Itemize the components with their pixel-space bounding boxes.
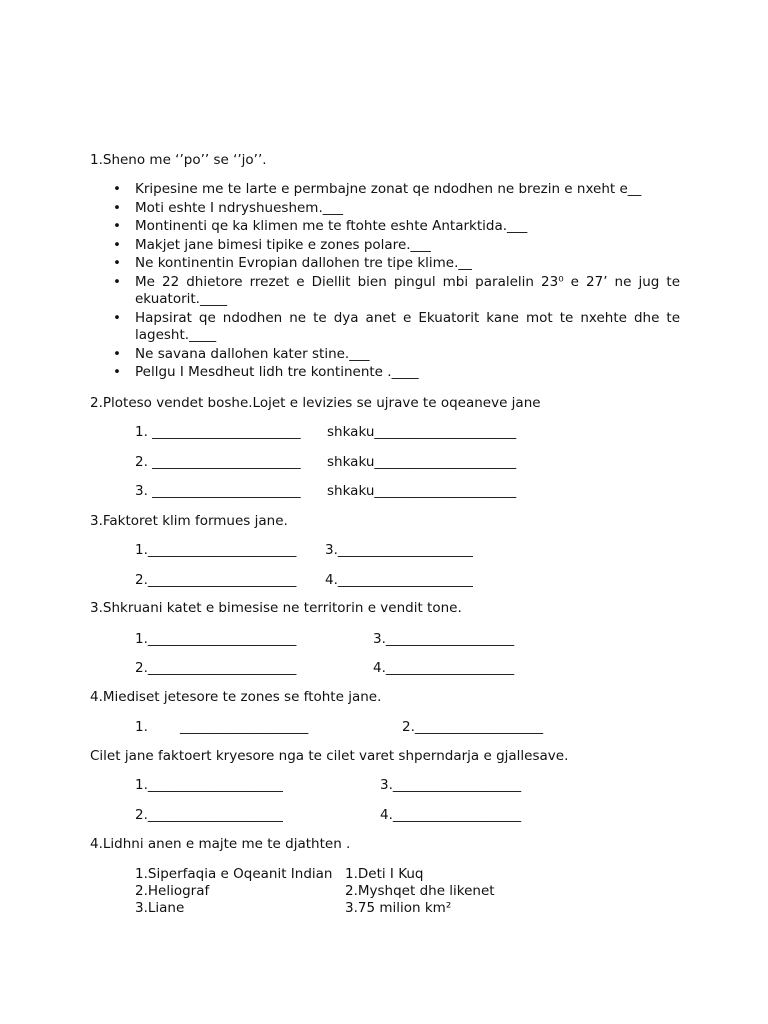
bullet-icon: • <box>113 345 121 362</box>
item-number: 1. <box>135 719 148 735</box>
section-5-title: 4.Miediset jetesore te zones se ftohte jane. <box>90 689 382 705</box>
list-item: • Pellgu I Mesdheut lidh tre kontinente .____ <box>113 364 419 380</box>
blank-line: shkaku_____________________ <box>327 424 517 440</box>
true-false-list <box>108 181 680 383</box>
list-item: • Moti eshte I ndryshueshem.___ <box>113 199 344 216</box>
blank-line: 4.___________________ <box>380 807 522 823</box>
list-item: • Ne savana dallohen kater stine.___ <box>113 345 370 362</box>
list-item: • Montinenti qe ka klimen me te ftohte eshte Antarktida.___ <box>113 218 528 234</box>
blank-line: 3.___________________ <box>380 777 522 793</box>
list-item: • Ne kontinentin Evropian dallohen tre tipe klime.__ <box>113 255 472 271</box>
blank-line: 1.______________________ <box>135 542 297 558</box>
bullet-icon: • <box>113 309 121 326</box>
match-left-item: 3.Liane <box>135 900 185 916</box>
section-6-title: Cilet jane faktoert kryesore nga te cilet varet shperndarja e gjallesave. <box>90 748 569 764</box>
blank-line: 1.____________________ <box>135 777 283 793</box>
bullet-icon: • <box>113 181 121 197</box>
bullet-icon: • <box>113 199 121 216</box>
match-right-item: 3.75 milion km² <box>345 900 452 916</box>
list-item: • Me 22 dhietore rrezet e Diellit bien pingul mbi paralelin 23⁰ e 27’ ne jug te ekuatorit.____ <box>113 273 680 307</box>
list-item: • Hapsirat qe ndodhen ne te dya anet e Ekuatorit kane mot te nxehte dhe te lagesht.____ <box>113 309 680 343</box>
blank-line: 2.______________________ <box>135 660 297 676</box>
blank-line: 1.______________________ <box>135 631 297 647</box>
blank-line: 3.____________________ <box>325 542 473 558</box>
match-left-item: 1.Siperfaqia e Oqeanit Indian <box>135 866 333 882</box>
bullet-icon: • <box>113 255 121 271</box>
blank-line: 2.___________________ <box>402 719 544 735</box>
blank-line: ___________________ <box>180 719 309 735</box>
section-3-title: 3.Faktoret klim formues jane. <box>90 513 288 529</box>
blank-line: 4.____________________ <box>325 572 473 588</box>
blank-line: 3.___________________ <box>373 631 515 647</box>
section-7-title: 4.Lidhni anen e majte me te djathten . <box>90 836 351 852</box>
bullet-icon: • <box>113 364 121 380</box>
list-item: • Makjet jane bimesi tipike e zones polare.___ <box>113 236 431 253</box>
section-4-title: 3.Shkruani katet e bimesise ne territorin e vendit tone. <box>90 600 462 616</box>
bullet-icon: • <box>113 218 121 234</box>
blank-line: shkaku_____________________ <box>327 454 517 470</box>
match-right-item: 1.Deti I Kuq <box>345 866 424 882</box>
blank-line: shkaku_____________________ <box>327 483 517 499</box>
blank-line: 3. ______________________ <box>135 483 301 499</box>
section-1-title: 1.Sheno me ‘’po’’ se ‘’jo’’. <box>90 152 267 168</box>
blank-line: 2.______________________ <box>135 572 297 588</box>
blank-line: 1. ______________________ <box>135 424 301 440</box>
blank-line: 4.___________________ <box>373 660 515 676</box>
section-2-title: 2.Ploteso vendet boshe.Lojet e levizies se ujrave te oqeaneve jane <box>90 395 541 411</box>
bullet-icon: • <box>113 236 121 253</box>
list-item: • Kripesine me te larte e permbajne zonat qe ndodhen ne brezin e nxeht e__ <box>113 181 642 197</box>
blank-line: 2. ______________________ <box>135 454 301 470</box>
bullet-icon: • <box>113 273 121 290</box>
blank-line: 2.____________________ <box>135 807 283 823</box>
match-left-item: 2.Heliograf <box>135 883 210 899</box>
match-right-item: 2.Myshqet dhe likenet <box>345 883 495 899</box>
